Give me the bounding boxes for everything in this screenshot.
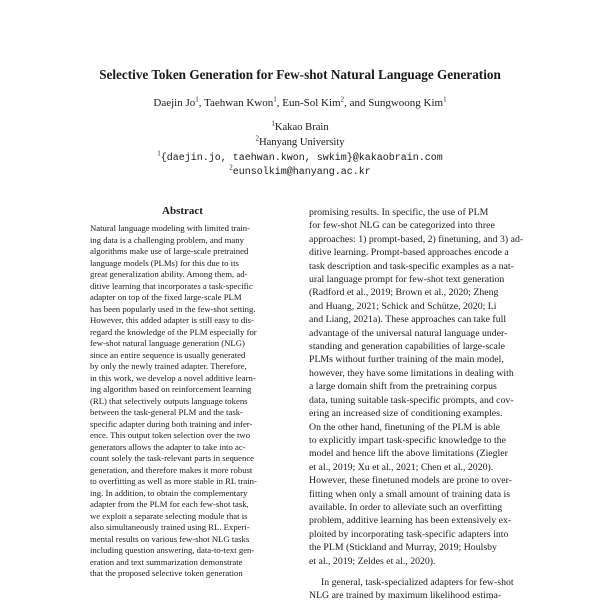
abstract-line: generation, and therefore makes it more robust	[90, 464, 253, 475]
author-separator: ,	[198, 97, 205, 109]
body-paragraph-1	[309, 206, 524, 568]
author-affiliation-mark: 1	[273, 95, 277, 104]
body-line: however, they have some limitations in dealing with	[309, 367, 514, 379]
abstract-line: including question answering, data-to-text gen-	[90, 545, 255, 555]
body-line: However, these finetuned models are prone to over-	[309, 475, 512, 487]
body-column	[309, 206, 524, 603]
abstract-line: between the task-general PLM and the task-	[90, 407, 243, 417]
body-line: a large domain shift from the pretraining corpus	[309, 381, 497, 393]
email-line-1: $^1${daejin.jo, taehwan.kwon, swkim}@kakaobrain.com	[157, 149, 443, 164]
author-list	[0, 97, 600, 109]
body-line: PLMs without further training of the main model,	[309, 354, 504, 366]
abstract-line: algorithms make use of large-scale pretrained	[90, 246, 249, 256]
body-line: model and hence lift the above limitations (Ziegler	[309, 448, 508, 460]
body-line: task description and task-specific examples as a nat-	[309, 260, 514, 272]
body-line: In general, task-specialized adapters for few-shot	[321, 576, 514, 588]
author-name: Eun-Sol Kim	[282, 97, 341, 109]
body-line: On the other hand, finetuning of the PLM is able	[309, 421, 501, 433]
abstract-line: few-shot natural language generation (NLG)	[90, 338, 245, 348]
abstract-line: ence. This output token selection over the two	[90, 430, 251, 440]
abstract-line: count solely the task-relevant parts in sequence	[90, 453, 255, 463]
paper-title: Selective Token Generation for Few-shot Natural Language Generation	[99, 67, 501, 82]
body-line: and Huang, 2021; Schick and Schütze, 2020; Li	[309, 300, 497, 312]
abstract-line: great generalization ability. Among them, ad-	[90, 269, 248, 279]
abstract-line: adapter from the PLM for each few-shot task,	[90, 499, 249, 509]
author-separator: ,	[276, 97, 283, 109]
body-line: available. In order to alleviate such an overfitting	[309, 501, 503, 513]
author-affiliation-mark: 2	[340, 95, 345, 104]
abstract-line: in this work, we develop a novel additive learn-	[90, 372, 256, 383]
body-line: ering an increased size of conditioning examples.	[309, 408, 503, 420]
body-line: data, tuning suitable task-specific prompts, and cov-	[309, 394, 514, 406]
abstract-line: by only the newly trained adapter. Therefore,	[90, 361, 247, 371]
body-paragraph-2	[309, 576, 514, 603]
body-line: et al., 2019; Zeldes et al., 2020).	[309, 555, 436, 567]
abstract-line: specific adapter during both training and infer-	[90, 418, 253, 429]
body-line: et al., 2019; Xu et al., 2021; Chen et al., 2020).	[309, 461, 494, 473]
author-name: Sungwoong Kim	[368, 97, 444, 109]
author-affiliation-mark: 1	[195, 95, 199, 104]
body-line: ploited by incorporating task-specific adapters into	[309, 528, 509, 540]
email-line-2: $^2$eunsolkim@hanyang.ac.kr	[229, 163, 371, 178]
affiliation-1: $^1$Kakao Brain	[271, 119, 329, 133]
abstract-line: mental results on various few-shot NLG tasks	[90, 533, 250, 544]
body-line: for few-shot NLG can be categorized into three	[309, 220, 495, 232]
body-line: NLG are trained by maximum likelihood estima-	[309, 590, 502, 602]
body-line: advantage of the universal natural language under-	[309, 327, 508, 339]
abstract-line: regard the knowledge of the PLM especially for	[90, 326, 257, 337]
abstract-line: since an entire sequence is usually generated	[90, 349, 246, 360]
abstract-line: has been popularly used in the few-shot setting.	[90, 303, 256, 314]
body-line: to explicitly impart task-specific knowledge to the	[309, 434, 506, 446]
abstract-line: we exploit a separate selecting module that is	[90, 510, 248, 521]
abstract-line: ing algorithm based on reinforcement learning	[90, 384, 252, 394]
abstract-line: language models (PLMs) for this due to its	[90, 257, 239, 268]
author-separator: , and	[344, 97, 369, 109]
abstract-line: Natural language modeling with limited train-	[90, 223, 250, 233]
abstract-line: also simultaneously trained using RL. Experi-	[90, 522, 250, 532]
body-line: and Liang, 2021a). These approaches can take full	[309, 314, 507, 326]
abstract-line: that the proposed selective token generation	[90, 568, 243, 578]
abstract-line: adapter on top of the fixed large-scale PLM	[90, 292, 242, 302]
abstract-line: (RL) that selectively outputs language tokens	[90, 395, 248, 406]
abstract-body	[90, 223, 276, 580]
body-line: ural language prompt for few-shot text generation	[309, 274, 505, 286]
abstract-line: to overfitting as well as more stable in RL train-	[90, 476, 257, 486]
abstract-line: ing. In addition, to obtain the complementary	[90, 487, 248, 498]
abstract-line: ing data is a challenging problem, and many	[90, 234, 244, 245]
body-line: (Radford et al., 2019; Brown et al., 2020; Zheng	[309, 287, 499, 299]
body-line: approaches: 1) prompt-based, 2) finetuning, and 3) ad-	[309, 233, 524, 245]
body-line: promising results. In specific, the use of PLM	[309, 207, 489, 218]
affiliation-2: $^2$Hanyang University	[255, 134, 345, 148]
abstract-line: eration and text summarization demonstrate	[90, 556, 243, 567]
author-name: Taehwan Kwon	[204, 97, 274, 109]
author-name: Daejin Jo	[153, 97, 196, 109]
body-line: the PLM (Stickland and Murray, 2019; Houlsby	[309, 542, 497, 554]
body-line: ditive learning. Prompt-based approaches encode a	[309, 247, 509, 259]
abstract-heading: Abstract	[162, 205, 203, 217]
abstract-line: ditive learning that incorporates a task-specific	[90, 280, 253, 291]
body-line: fitting when only a small amount of training data is	[309, 488, 511, 500]
abstract-line: generators allows the adapter to take into ac-	[90, 441, 246, 452]
abstract-line: However, this added adapter is still easy to dis-	[90, 315, 254, 325]
author-affiliation-mark: 1	[443, 95, 447, 104]
body-line: problem, additive learning has been extensively ex-	[309, 515, 512, 527]
body-line: standing and generation capabilities of large-scale	[309, 341, 505, 353]
